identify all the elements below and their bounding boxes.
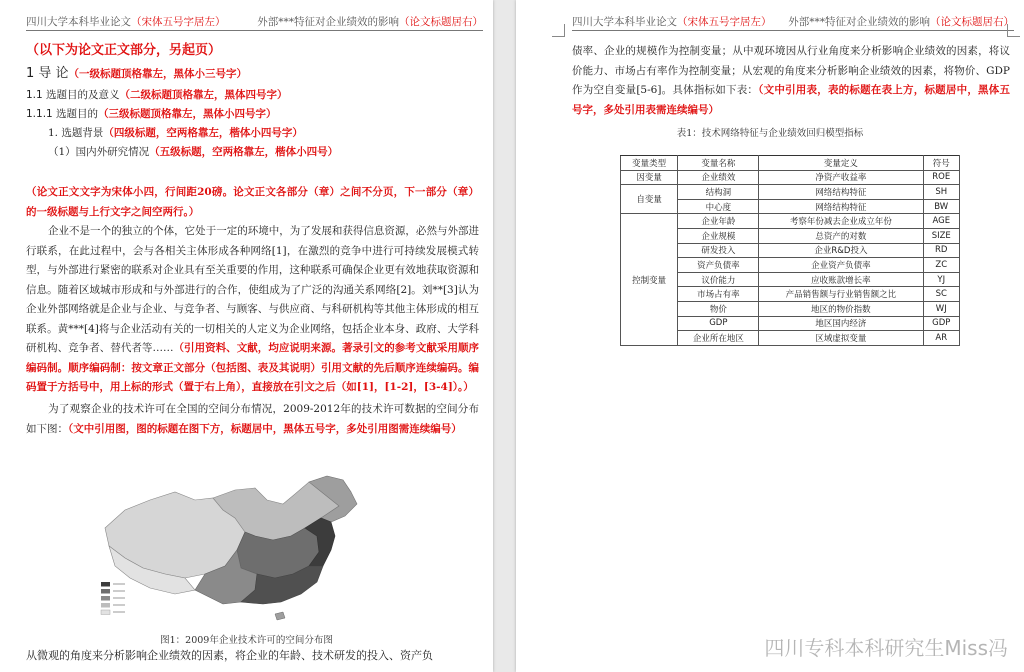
table-cell-def: 企业R&D投入 bbox=[759, 243, 923, 258]
heading-4-text: 1. 选题背景 bbox=[48, 127, 104, 139]
table-cell-def: 净资产收益率 bbox=[759, 170, 923, 185]
table-cell-def: 考察年份减去企业成立年份 bbox=[759, 214, 923, 229]
right-page bbox=[516, 0, 1024, 672]
table-cell-name: 物价 bbox=[678, 301, 759, 316]
paragraph-1-text: 企业不是一个的独立的个体，它处于一定的环境中，为了发展和获得信息资源，必然与外部进行联系，在此过程中，会与各相关主体形成各种网络[1]，在激烈的竞争中进行可持续发展模式转型，与外部进行紧密的联系对企业具有至关重要的作用，这种联系可确保企业更有效地获取资源和信息。随着区域城市形成和与外部进行的合作，使组成为了广泛的沟通关系网络[2]。刘**[3]认为企业外部网络就是企业与企业、与竞争者、与顾客、与供应商、与科研机构等其他主体形成的相互联系。黄***[4]将与企业活动有关的一切相关的人定义为企业网络，包括企业本身、政府、大学科研机构、竞争者、替代者等…… bbox=[26, 225, 479, 354]
table-header-cell: 符号 bbox=[923, 156, 959, 171]
heading-3 bbox=[26, 105, 479, 124]
table-cell-sym: GDP bbox=[923, 316, 959, 331]
table-row bbox=[621, 170, 960, 185]
table-cell-name: 中心度 bbox=[678, 199, 759, 214]
paragraph-1-note: （引用资料、文献，均应说明来源。著录引文的参考文献采用顺序编码制。顺序编码制：按文章正文部分（包括图、表及其说明）引用文献的先后顺序连续编码。编码置于方括号中，用上标的形式（置于右上角），直接放在引文之后（如[1]，[1-2]，[3-4]）。） bbox=[26, 342, 480, 393]
left-header-title: 四川大学本科毕业论文 bbox=[26, 16, 131, 28]
heading-1-text: 1 导 论 bbox=[26, 66, 69, 81]
left-bottom-line: 从微观的角度来分析影响企业绩效的因素，将企业的年龄、技术研发的投入、资产负 bbox=[26, 649, 433, 662]
table-cell-name: 议价能力 bbox=[678, 272, 759, 287]
table-header-cell: 变量名称 bbox=[678, 156, 759, 171]
crop-mark-top-right bbox=[1007, 24, 1020, 37]
table-cell-sym: ZC bbox=[923, 258, 959, 273]
heading-1-note: （一级标题顶格靠左，黑体小三号字） bbox=[68, 68, 248, 80]
table-title: 表1：技术网络特征与企业绩效回归模型指标 bbox=[676, 128, 864, 139]
heading-5-note: （五级标题，空两格靠左，楷体小四号） bbox=[149, 146, 339, 158]
table-cell-sym: SIZE bbox=[923, 228, 959, 243]
right-paragraph-text: 债率、企业的规模作为控制变量；从中观环境因从行业角度来分析影响企业绩效的因素，将议价能力、市场占有率作为控制变量；从宏观的角度来分析影响企业绩效的因素，将物价、GDP作为空自变量[5-6]。具体指标如下表： bbox=[572, 45, 1010, 96]
table-row bbox=[621, 214, 960, 229]
heading-5 bbox=[26, 143, 479, 162]
table-cell-name: 资产负债率 bbox=[678, 258, 759, 273]
table-cell-name: 企业绩效 bbox=[678, 170, 759, 185]
table-header-cell: 变量定义 bbox=[759, 156, 923, 171]
table-cell-type: 自变量 bbox=[621, 185, 678, 214]
table-cell-def: 总资产的对数 bbox=[759, 228, 923, 243]
right-header-right-title: 外部***特征对企业绩效的影响 bbox=[788, 16, 930, 28]
table-cell-type: 控制变量 bbox=[621, 214, 678, 345]
china-map bbox=[95, 470, 375, 630]
table-cell-name: 企业规模 bbox=[678, 228, 759, 243]
left-header-right-note: （论文标题居右） bbox=[399, 16, 483, 28]
map-region-hainan bbox=[275, 612, 285, 620]
heading-1 bbox=[26, 62, 479, 86]
table-header-row bbox=[621, 156, 960, 171]
heading-2-text: 1.1 选题目的及意义 bbox=[26, 89, 120, 101]
right-header-title: 四川大学本科毕业论文 bbox=[572, 16, 677, 28]
left-page bbox=[0, 0, 493, 672]
table-cell-sym: RD bbox=[923, 243, 959, 258]
table-cell-sym: YJ bbox=[923, 272, 959, 287]
table-cell-sym: ROE bbox=[923, 170, 959, 185]
table-header-cell: 变量类型 bbox=[621, 156, 678, 171]
table-cell-type: 因变量 bbox=[621, 170, 678, 185]
heading-4-note: （四级标题，空两格靠左，楷体小四号字） bbox=[103, 127, 303, 139]
table-cell-sym: BW bbox=[923, 199, 959, 214]
right-header-note: （宋体五号字居左） bbox=[677, 16, 772, 28]
table-cell-name: 企业年龄 bbox=[678, 214, 759, 229]
china-map-figure bbox=[95, 470, 375, 630]
table-row bbox=[621, 185, 960, 200]
watermark: 四川专科本科研究生Miss冯 bbox=[764, 636, 1008, 660]
right-header-right-note: （论文标题居右） bbox=[930, 16, 1014, 28]
table-cell-def: 产品销售额与行业销售额之比 bbox=[759, 287, 923, 302]
table-cell-name: 企业所在地区 bbox=[678, 331, 759, 346]
table-cell-name: 研发投入 bbox=[678, 243, 759, 258]
heading-2-note: （二级标题顶格靠左，黑体四号字） bbox=[119, 89, 288, 101]
table-cell-def: 网络结构特征 bbox=[759, 185, 923, 200]
variable-table bbox=[620, 155, 960, 346]
crop-mark-top-left bbox=[552, 24, 565, 37]
table-cell-sym: SH bbox=[923, 185, 959, 200]
right-page-header bbox=[572, 14, 1014, 31]
table-cell-def: 地区的物价指数 bbox=[759, 301, 923, 316]
right-paragraph bbox=[572, 42, 1010, 120]
map-legend bbox=[101, 582, 125, 615]
table-cell-sym: AR bbox=[923, 331, 959, 346]
left-header-right-title: 外部***特征对企业绩效的影响 bbox=[257, 16, 399, 28]
paragraph-2 bbox=[26, 400, 479, 439]
heading-2 bbox=[26, 86, 479, 105]
section-note: （以下为论文正文部分，另起页） bbox=[26, 43, 222, 58]
table-cell-def: 应收账款增长率 bbox=[759, 272, 923, 287]
table-cell-def: 地区国内经济 bbox=[759, 316, 923, 331]
table-cell-name: 市场占有率 bbox=[678, 287, 759, 302]
heading-3-note: （三级标题顶格靠左，黑体小四号字） bbox=[98, 108, 277, 120]
table-cell-sym: AGE bbox=[923, 214, 959, 229]
table-cell-sym: WJ bbox=[923, 301, 959, 316]
table-cell-def: 网络结构特征 bbox=[759, 199, 923, 214]
table-cell-sym: SC bbox=[923, 287, 959, 302]
heading-5-text: （1）国内外研究情况 bbox=[48, 146, 150, 158]
left-header-note: （宋体五号字居左） bbox=[131, 16, 226, 28]
map-caption: 图1：2009年企业技术许可的空间分布图 bbox=[160, 635, 333, 646]
table-cell-name: GDP bbox=[678, 316, 759, 331]
heading-4 bbox=[26, 124, 479, 143]
table-cell-def: 企业资产负债率 bbox=[759, 258, 923, 273]
left-page-header bbox=[26, 14, 483, 31]
paragraph-2-text: 为了观察企业的技术许可在全国的空间分布情况，2009-2012年的技术许可数据的空间分布如下图： bbox=[26, 403, 479, 435]
paragraph-2-note: （文中引用图，图的标题在图下方，标题居中，黑体五号字，多处引用图需连续编号） bbox=[68, 422, 462, 435]
heading-3-text: 1.1.1 选题目的 bbox=[26, 108, 99, 120]
table-cell-def: 区域虚拟变量 bbox=[759, 331, 923, 346]
body-format-note: （论文正文文字为宋体小四，行间距20磅。论文正文各部分（章）之间不分页，下一部分（章）的一级标题与上行文字之间空两行。） bbox=[26, 186, 479, 218]
table-cell-name: 结构洞 bbox=[678, 185, 759, 200]
right-paragraph-note: （文中引用表，表的标题在表上方，标题居中，黑体五号字，多处引用表需连续编号） bbox=[572, 84, 1011, 116]
paragraph-1 bbox=[26, 222, 479, 398]
